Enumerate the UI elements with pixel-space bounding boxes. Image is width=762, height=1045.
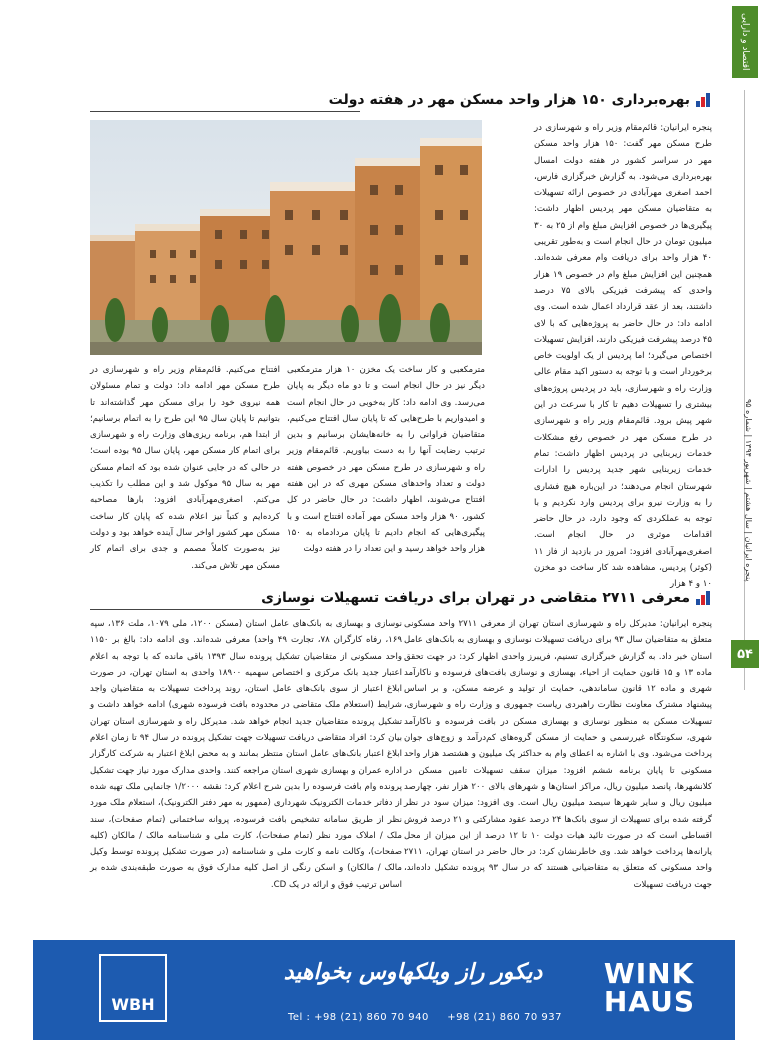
article2-text-right: پنجره ایرانیان: مدیرکل راه و شهرسازی استان تهران از معرفی ۲۷۱۱ واحد مسکونی متعلق به متقاضیان سال ۹۳ برای دریافت تسهیلات نوسازی و بهسازی به بانک‌های عامل استان خبر داد. به گزارش خبرگزاری تسنیم، فریبرز واحدی اظهار کرد: در جهت تحقق ماده ۱۳ و ۱۵ قانون حمایت از احیاء، بهسازی و نوسازی بافت‌های فرسوده و ناکارآمد شهری و ماده ۱۲ قانون ساماندهی، حمایت از تولید و عرضه مسکن، و بر اساس پیشنهاد مشترک معاونت نظارت راهبردی ریاست جمهوری و وزارت راه و شهرسازی، تسهیلات مسکن به منظور نوسازی و بهسازی مسکن در بافت فرسوده و ناکارآمد شهری، سکونتگاه غیررسمی و حمایت از مسکن گروه‌های کم‌درآمد و زوج‌های جوان پرداخت می‌شود. وی با اشاره به اعطای وام به حداکثر یک میلیون و هشتصد هزار واحد مسکونی تا پایان برنامه ششم افزود: میزان سقف تسهیلات تامین مسکن در کلانشهرها، پانصد میلیون ریال، مراکز استان‌ها و شهرهای بالای ۲۰۰ هزار نفر، چهارصد میلیون ریال و سایر شهرها سیصد میلیون ریال است. وی افزود: میزان سود در نظر گرفته شده برای تسهیلات از سوی بانک‌ها ۲۴ درصد عقود مشارکتی و ۲۱ درصد فروش اقساطی است که در صورت تائید هیات دولت ۱۰ تا ۱۲ درصد از این میزان از محل یارانه‌ها پرداخت خواهد شد. وی خاطرنشان کرد: در حال حاضر در استان تهران، ۲۷۱۱ واحد مسکونی که متعلق به متقاضیانی هستند که در سال ۹۳ پرونده تشکیل داده‌اند، جهت دریافت تسهیلات [404, 619, 713, 890]
title-flag-icon [696, 93, 710, 107]
winkhaus-logo [603, 957, 695, 1018]
article2-column-right [404, 616, 712, 936]
title-flag-icon [696, 591, 710, 605]
wbh-logo: WBH [99, 954, 167, 1022]
article1-text-right: پنجره ایرانیان: قائم‌مقام وزیر راه و شهرسازی در طرح مسکن مهر گفت: ۱۵۰ هزار واحد مسکن مهر در سراسر کشور در هفته دولت امسال بهره‌برداری می‌شود. به گزارش خبرگزاری فارس، احمد اصغری مهرآبادی در خصوص ارائه تسهیلات به متقاضیان مسکن مهر پردیس اظهار داشت: پیگیری‌ها در خصوص افزایش مبلغ وام از ۲۵ به ۳۰ میلیون تومان در حال انجام است و به‌طور تقریبی ۴۰ هزار واحد برای دریافت وام معرفی شده‌اند. همچنین این افزایش مبلغ وام در خصوص ۱۹ هزار واحدی که پیشرفت فیزیکی بالای ۷۵ درصد داشتند، بعد از عقد قرارداد اعمال شده است. وی ادامه داد: در حال حاضر به پروژه‌هایی که با لای ۴۵ درصد پیشرفت فیزیکی دارند، افزایش تسهیلات اختصاص می‌گیرد؛ اما پردیس از یک اولویت خاص برخوردار است و با توجه به دستور اکید مقام عالی وزارت راه و شهرسازی، باید در پردیس پروژه‌های بیشتری را تسهیلات دهیم تا کار با سرعت در این شهر پیش برود. قائم‌مقام وزیر راه و شهرسازی در طرح مسکن مهر در خصوص رفع مشکلات خدمات زیربنایی در پردیس اظهار داشت: تمام خدمات زیربنایی شهر جدید پردیس را ادارات شهرستان انجام می‌دهند؛ در این‌باره هیچ فشاری را به وزارت نیرو برای پردیس وارد نکردیم و با توجه به عملکردی که وجود دارد، در حال حاضر اقدامات موثری در حال انجام است. اصغری‌مهرآبادی افزود: امروز در بازدید از فاز ۱۱ (کوثر) پردیس، مشاهده شد کار ساخت دو مخزن ۱۰ و ۴ هزار [534, 123, 713, 590]
page-number: ۵۴ [731, 640, 759, 668]
article2-title: معرفی ۲۷۱۱ متقاضی در تهران برای دریافت تسهیلات نوسازی [261, 590, 690, 606]
article2-text-left: نوسازی و بهسازی به بانک‌های عامل استان (مسکن ۱۲۰۰، ملی ۱۰۷۹، ملت ۱۳۶، سپه ۱۶۹، رفاه کارگران ۷۸، تجارت ۴۹ واحد) معرفی شده‌اند. وی ادامه داد: بالغ بر ۱۱۵۰ واحد مسکونی از متقاضیان تشکیل پرونده سال ۱۳۹۳ باقی مانده که با توجه به اعلام اعتبار جدید بانک مرکزی و اختصاص سهمیه ۱۸۹۰۰ واحدی به استان تهران، در صورت ابلاغ اعتبار از سوی بانک‌های عامل استان، روند پرداخت تسهیلات به متقاضیان واجد شرایط (استعلام ملک متقاضی در محدوده بافت فرسوده شهری) ادامه خواهد داشت و تشکیل پرونده متقاضیان جدید انجام خواهد شد. مدیرکل راه و شهرسازی استان تهران بیان کرد: افراد متقاضی دریافت تسهیلات جهت تشکیل پرونده در سال ۹۴ تا زمان اعلام ابلاغ اعتبار بانک‌های عامل استان منتظر بمانند و به محض ابلاغ اعتبار به شرکت کارگزار اداره عمران و بهسازی شهری استان مراجعه کنند. واحدی مدارک مورد نیاز جهت تشکیل پرونده وام بافت فرسوده را بدین شرح اعلام کرد: نقشه ۱/۲۰۰۰ جانمایی ملک تهیه شده از دفاتر خدمات الکترونیک شهرداری (ممهور به مهر دفتر الکترونیک)، استعلام ملک مورد نظر از طریق سامانه تشخیص بافت فرسوده، پروانه ساختمانی (تمام صفحات)، سند ملک / املاک مورد نظر (تمام صفحات)، کارت ملی و شناسنامه مالک / مالکان (کلیه صفحات)، وکالت نامه و کارت ملی و شناسنامه (در صورت تشکیل پرونده توسط وکیل مالک / مالکان) و اسکن رنگی از اصل کلیه مدارک فوق به صورت طبقه‌بندی شده بر اساس ترتیب فوق و ارائه در یک CD. [90, 619, 402, 890]
article1-text-middle: مترمکعبی و کار ساخت یک مخزن ۱۰ هزار مترمکعبی دیگر نیز در حال انجام است و تا دو ماه دیگر به پایان می‌رسد. وی ادامه داد: کار به‌خوبی در حال انجام است و امیدواریم با طرح‌هایی که تا پایان سال افتتاح می‌کنیم، متقاضیان فراوانی را به خانه‌هایشان برسانیم و بدین ترتیب رضایت آنها را به دست بیاوریم. قائم‌مقام وزیر راه و شهرسازی در طرح مسکن مهر در خصوص هفته دولت و تعداد واحدهای مسکن مهری که در این هفته افتتاح می‌شوند، اظهار داشت: در حال حاضر در کل کشور، ۹۰ هزار واحد مسکن مهر آماده افتتاح است و با پیگیری‌هایی که انجام دادیم تا پایان مردادماه به ۱۵۰ هزار واحد خواهد رسید و این تعداد را در هفته دولت [287, 365, 486, 555]
article1-title-row [329, 92, 710, 108]
article2-title-rule [90, 609, 310, 610]
sidebar [728, 0, 762, 940]
issue-meta: پنجره ایرانیان | سال هشتم | شهریور ۱۳۹۴ | شماره ۹۵ [744, 398, 753, 582]
section-tab: اقتصاد و دارایی [732, 6, 758, 78]
article1-column-right [534, 120, 713, 590]
article1-text-left: افتتاح می‌کنیم. قائم‌مقام وزیر راه و شهرسازی در طرح مسکن مهر ادامه داد: دولت و تمام مسئولان همه نیروی خود را برای مسکن مهر گذاشته‌اند تا بتوانیم تا پایان سال ۹۵ این طرح را به اتمام برسانیم؛ از ابتدا هم، برنامه ریزی‌های وزارت راه و شهرسازی برای اتمام کار مسکن مهر، پایان سال ۹۵ بوده است؛ در حالی که در جایی عنوان شده بود که اتمام مسکن مهر به سال ۹۵ موکول شد و این مطلب را تکذیب می‌کنم. اصغری‌مهرآبادی افزود: بارها مصاحبه کرده‌ایم و کتباً نیز اعلام شده که پایان کار ساخت مسکن مهر کشور اواخر سال آینده خواهد بود و دولت نیز به‌صورت کاملاً مصمم و جدی برای اتمام کار مسکن مهر تلاش می‌کند. [90, 365, 280, 571]
advertisement-banner [33, 940, 735, 1040]
article1-column-middle [287, 362, 485, 584]
article2-column-left [90, 616, 402, 936]
winkhaus-logo-line1: WINK [603, 957, 695, 990]
building-photo [90, 120, 482, 355]
ad-slogan: دیکور راز ویلکهاوس بخواهید [283, 960, 543, 985]
article1-title: بهره‌برداری ۱۵۰ هزار واحد مسکن مهر در هفته دولت [328, 92, 690, 108]
ad-phone-2: +98 (21) 860 70 937 [447, 1012, 562, 1023]
article1-title-rule [90, 111, 360, 112]
winkhaus-logo-line2: HAUS [603, 985, 695, 1018]
article1-column-left [90, 362, 280, 584]
ad-phones [288, 1012, 562, 1023]
article2-title-row [261, 590, 710, 606]
ad-phone-1: Tel : +98 (21) 860 70 940 [288, 1012, 429, 1023]
